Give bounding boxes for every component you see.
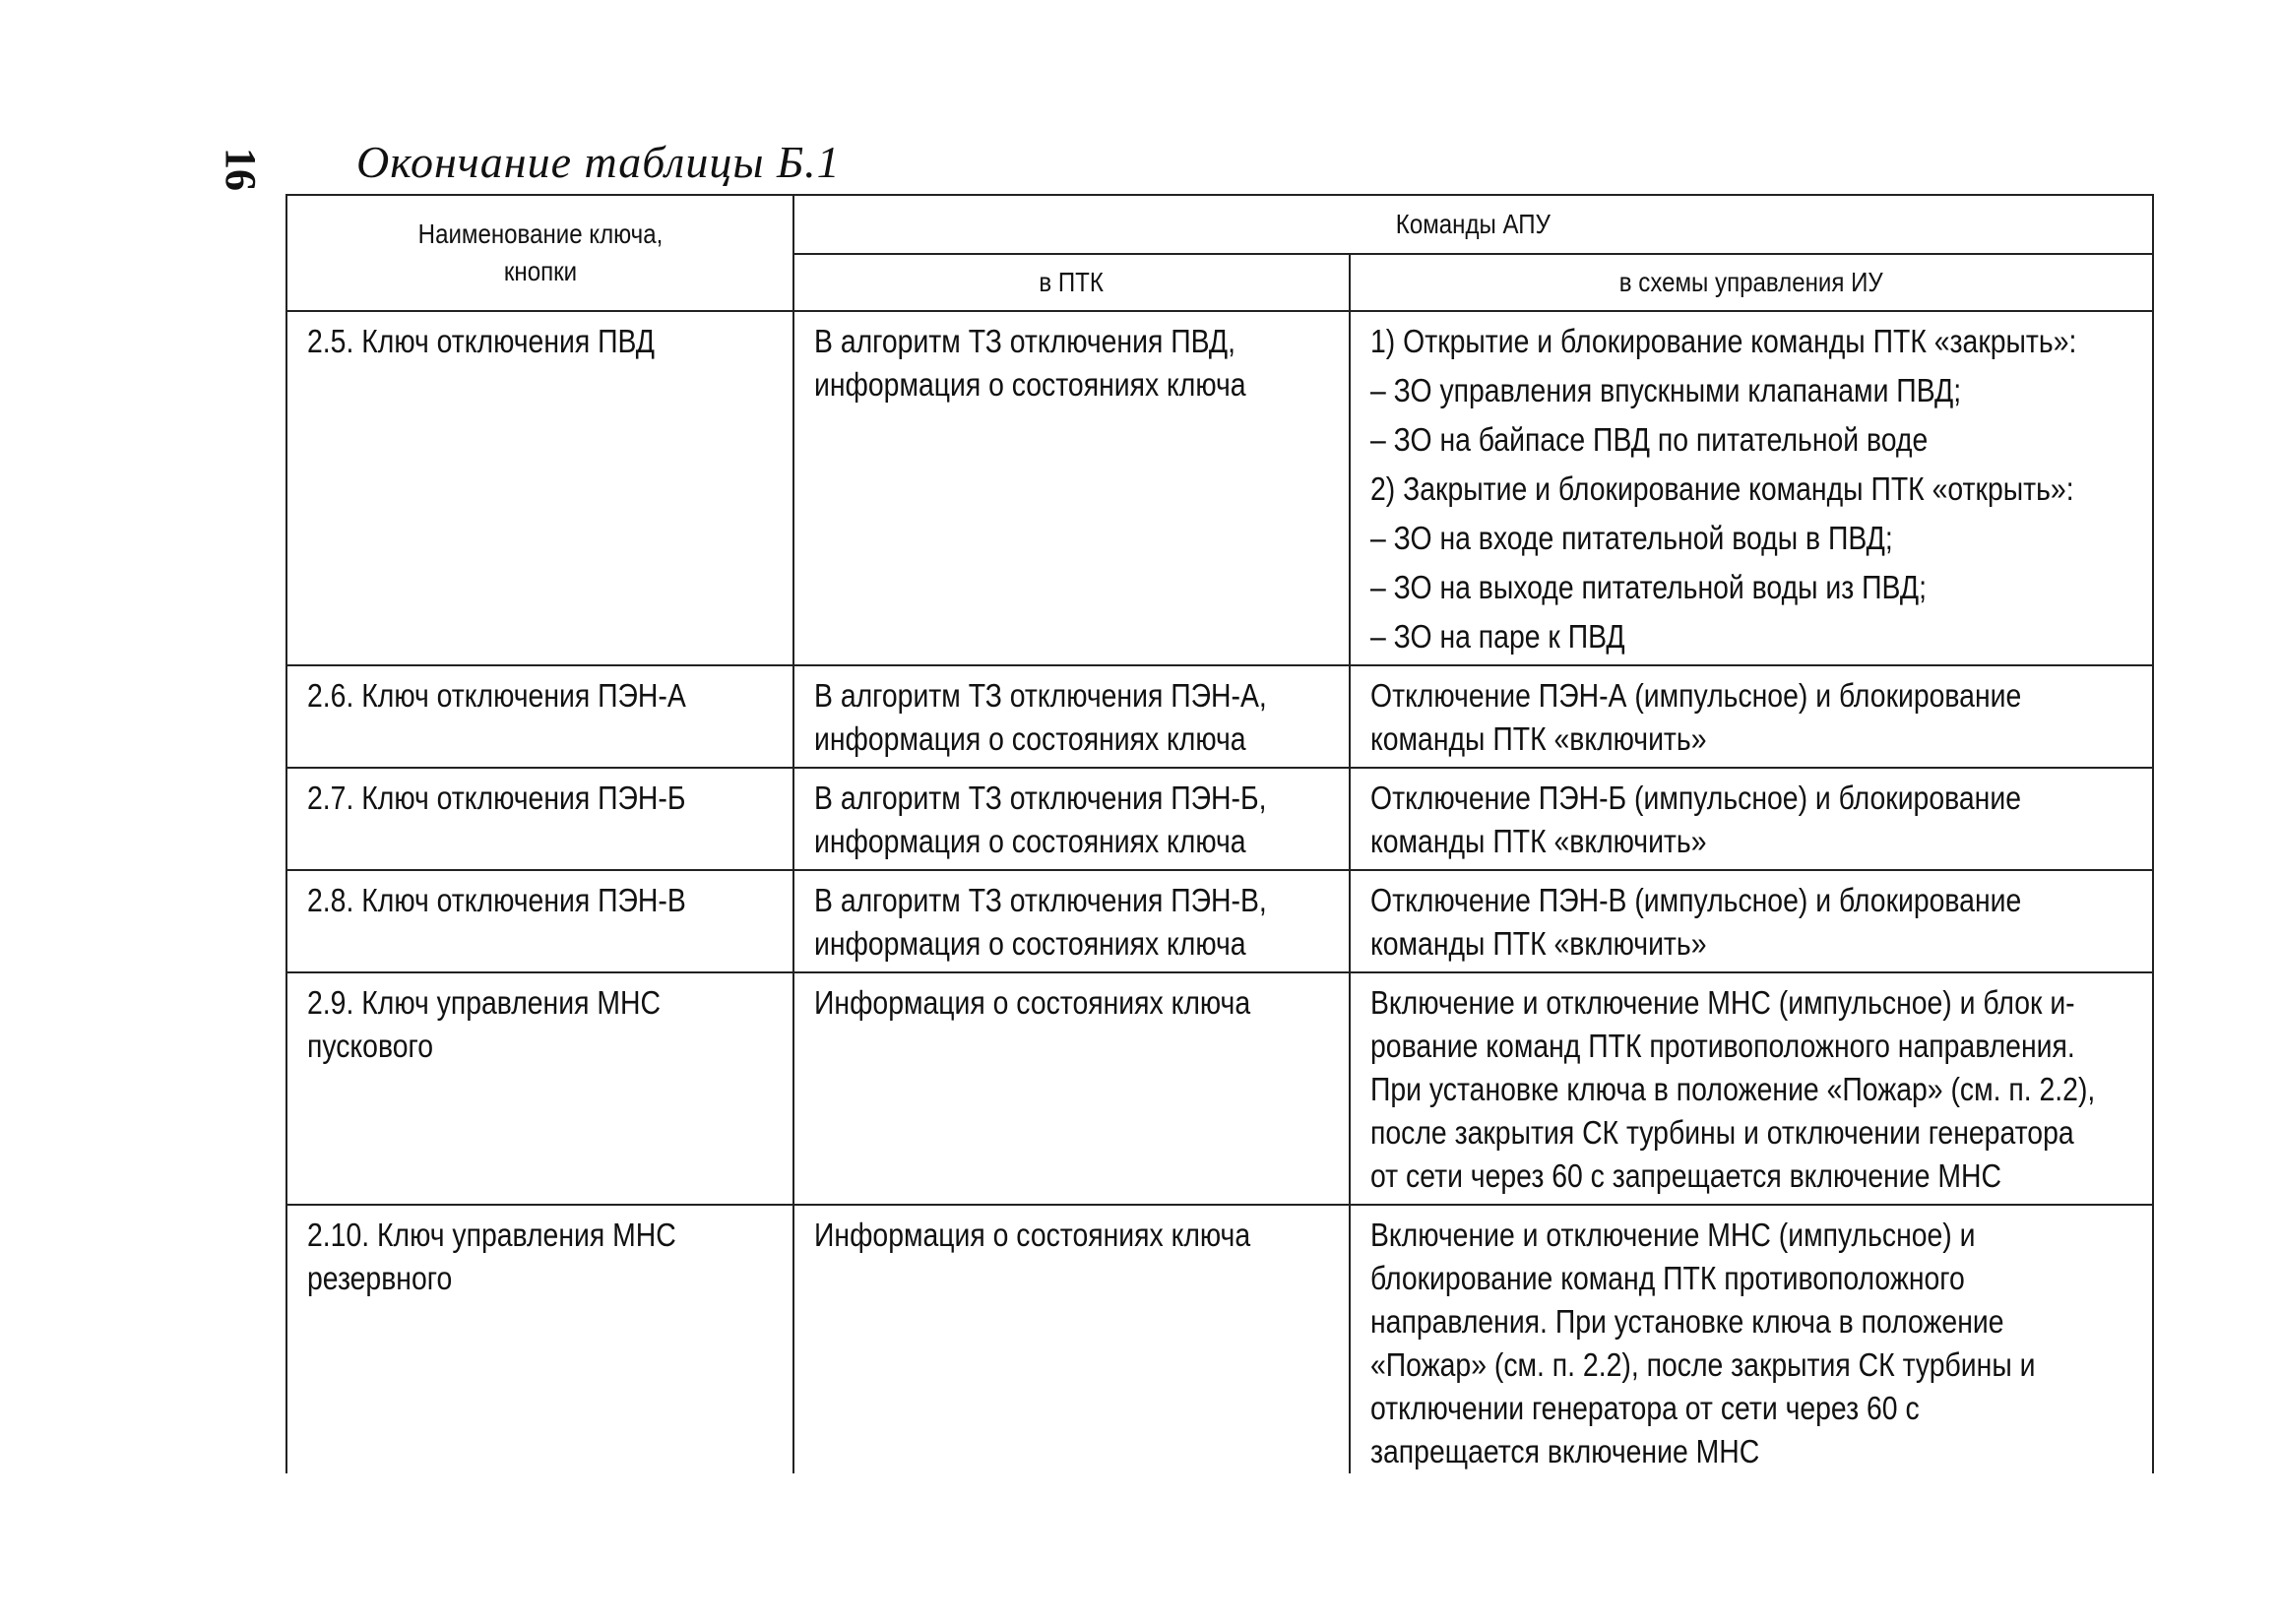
cell-line: 1) Открытие и блокирование команды ПТК «закрыть»: [1370,323,2077,359]
cell-line: – ЗО на паре к ПВД [1370,618,1625,655]
cell-ptk [793,1205,1350,1473]
cell-line: В алгоритм ТЗ отключения ПЭН-В, [814,882,1267,918]
cell-line: информация о состояниях ключа [814,823,1246,859]
cell-line: Включение и отключение МНС (импульсное) и блок и- [1370,984,2075,1021]
cell-line: рование команд ПТК противоположного направления. [1370,1028,2075,1064]
cell-line: информация о состояниях ключа [814,366,1246,403]
cell-line: 2) Закрытие и блокирование команды ПТК «открыть»: [1370,470,2074,507]
cell-line: информация о состояниях ключа [814,925,1246,962]
commands-table [285,194,2154,1473]
cell-line: Отключение ПЭН-В (импульсное) и блокирование [1370,882,2022,918]
cell-line: блокирование команд ПТК противоположного [1370,1260,1965,1296]
cell-line: команды ПТК «включить» [1370,720,1707,757]
header-iu [1350,254,2153,311]
cell-text: 2.8. Ключ отключения ПЭН-В [307,882,686,918]
cell-line: Отключение ПЭН-А (импульсное) и блокирование [1370,677,2022,714]
cell-line: «Пожар» (см. п. 2.2), после закрытия СК турбины и [1370,1346,2036,1383]
cell-line: При установке ключа в положение «Пожар» (см. п. 2.2), [1370,1071,2096,1107]
cell-line: Информация о состояниях ключа [814,984,1251,1021]
cell-line: – ЗО на входе питательной воды в ПВД; [1370,520,1893,556]
cell-line: – ЗО на байпасе ПВД по питательной воде [1370,421,1929,458]
cell-line: отключении генератора от сети через 60 с [1370,1390,1920,1426]
cell-key-name [286,972,793,1205]
cell-ptk [793,311,1350,665]
table-row [286,768,2153,870]
header-ptk [793,254,1350,311]
cell-iu [1350,311,2153,665]
cell-line: от сети через 60 с запрещается включение МНС [1370,1157,2002,1194]
cell-line: В алгоритм ТЗ отключения ПВД, [814,323,1236,359]
cell-line: 2.10. Ключ управления МНС [307,1217,676,1253]
cell-line: пускового [307,1028,434,1064]
header-key-name-text: Наименование ключа, кнопки [417,219,663,286]
cell-iu [1350,768,2153,870]
cell-line: – ЗО на выходе питательной воды из ПВД; [1370,569,1927,605]
cell-key-name [286,870,793,972]
cell-line: резервного [307,1260,453,1296]
table-caption: Окончание таблицы Б.1 [356,137,841,187]
cell-key-name [286,311,793,665]
table-row [286,665,2153,768]
cell-ptk [793,870,1350,972]
cell-iu [1350,665,2153,768]
header-key-name [286,195,793,311]
table-row [286,870,2153,972]
cell-line: Отключение ПЭН-Б (импульсное) и блокирование [1370,780,2021,816]
table-row [286,1205,2153,1473]
cell-line: В алгоритм ТЗ отключения ПЭН-Б, [814,780,1267,816]
cell-key-name [286,665,793,768]
cell-iu [1350,870,2153,972]
cell-line: информация о состояниях ключа [814,720,1246,757]
cell-text: 2.5. Ключ отключения ПВД [307,323,656,359]
header-ptk-text: в ПТК [1039,267,1105,297]
cell-line: запрещается включение МНС [1370,1433,1760,1469]
cell-key-name [286,1205,793,1473]
cell-ptk [793,665,1350,768]
cell-key-name [286,768,793,870]
cell-line: команды ПТК «включить» [1370,925,1707,962]
cell-line: В алгоритм ТЗ отключения ПЭН-А, [814,677,1267,714]
cell-line: направления. При установке ключа в положение [1370,1303,2004,1340]
cell-ptk [793,972,1350,1205]
cell-line: 2.9. Ключ управления МНС [307,984,661,1021]
cell-line: Информация о состояниях ключа [814,1217,1251,1253]
header-apu-commands [793,195,2153,254]
cell-iu [1350,972,2153,1205]
table-row [286,311,2153,665]
cell-iu [1350,1205,2153,1473]
header-iu-text: в схемы управления ИУ [1619,267,1883,297]
cell-line: команды ПТК «включить» [1370,823,1707,859]
cell-text: 2.7. Ключ отключения ПЭН-Б [307,780,686,816]
table-row [286,972,2153,1205]
cell-text: 2.6. Ключ отключения ПЭН-А [307,677,686,714]
cell-line: после закрытия СК турбины и отключении генератора [1370,1114,2074,1151]
page-number: 16 [217,148,265,191]
cell-line: – ЗО управления впускными клапанами ПВД; [1370,372,1962,408]
cell-line: Включение и отключение МНС (импульсное) и [1370,1217,1976,1253]
header-apu-commands-text: Команды АПУ [1395,209,1552,239]
cell-ptk [793,768,1350,870]
